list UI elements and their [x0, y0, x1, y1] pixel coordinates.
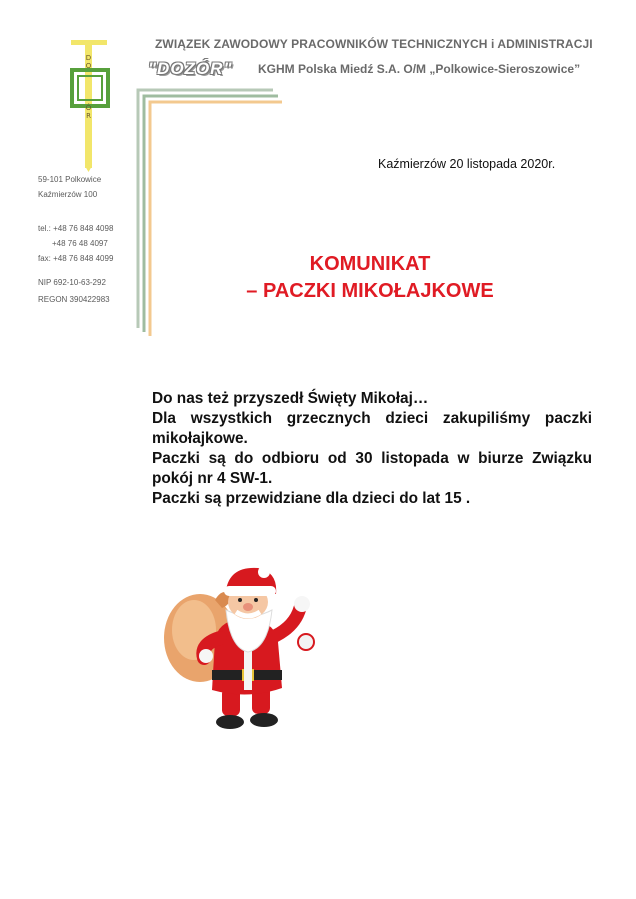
svg-text:D: D: [85, 54, 92, 62]
paragraph-2: Dla wszystkich grzecznych dzieci zakupiliśmy paczki mikołajkowe.: [152, 410, 592, 447]
phone-1: tel.: +48 76 848 4098: [38, 224, 114, 233]
document-date: Kaźmierzów 20 listopada 2020r.: [378, 157, 556, 171]
announcement-body: [152, 389, 592, 509]
phone-2: +48 76 48 4097: [52, 239, 108, 248]
address-postal: 59-101 Polkowice: [38, 175, 102, 184]
santa-claus-icon: [160, 560, 330, 740]
union-name: ZWIĄZEK ZAWODOWY PRACOWNIKÓW TECHNICZNYCH i ADMINISTRACJI: [155, 37, 593, 51]
title-line-1: KOMUNIKAT: [309, 253, 431, 275]
dozor-wordmark: "DOZÓR": [148, 59, 233, 78]
svg-text:R: R: [86, 112, 91, 120]
svg-text:Ó: Ó: [85, 104, 92, 112]
address-street: Kaźmierzów 100: [38, 190, 98, 199]
paragraph-3: Paczki są do odbioru od 30 listopada w biurze Związku pokój nr 4 SW-1.: [152, 450, 592, 487]
title-line-2: – PACZKI MIKOŁAJKOWE: [246, 280, 494, 302]
regon-number: REGON 390422983: [38, 295, 110, 304]
nip-number: NIP 692-10-63-292: [38, 278, 106, 287]
company-name: KGHM Polska Miedź S.A. O/M „Polkowice-Sieroszowice”: [258, 62, 581, 76]
svg-text:O: O: [85, 62, 92, 70]
dozor-logo-icon: [68, 38, 112, 172]
fax-number: fax: +48 76 848 4099: [38, 254, 114, 263]
paragraph-4: Paczki są przewidziane dla dzieci do lat 15 .: [152, 490, 471, 507]
paragraph-1: Do nas też przyszedł Święty Mikołaj…: [152, 390, 429, 407]
